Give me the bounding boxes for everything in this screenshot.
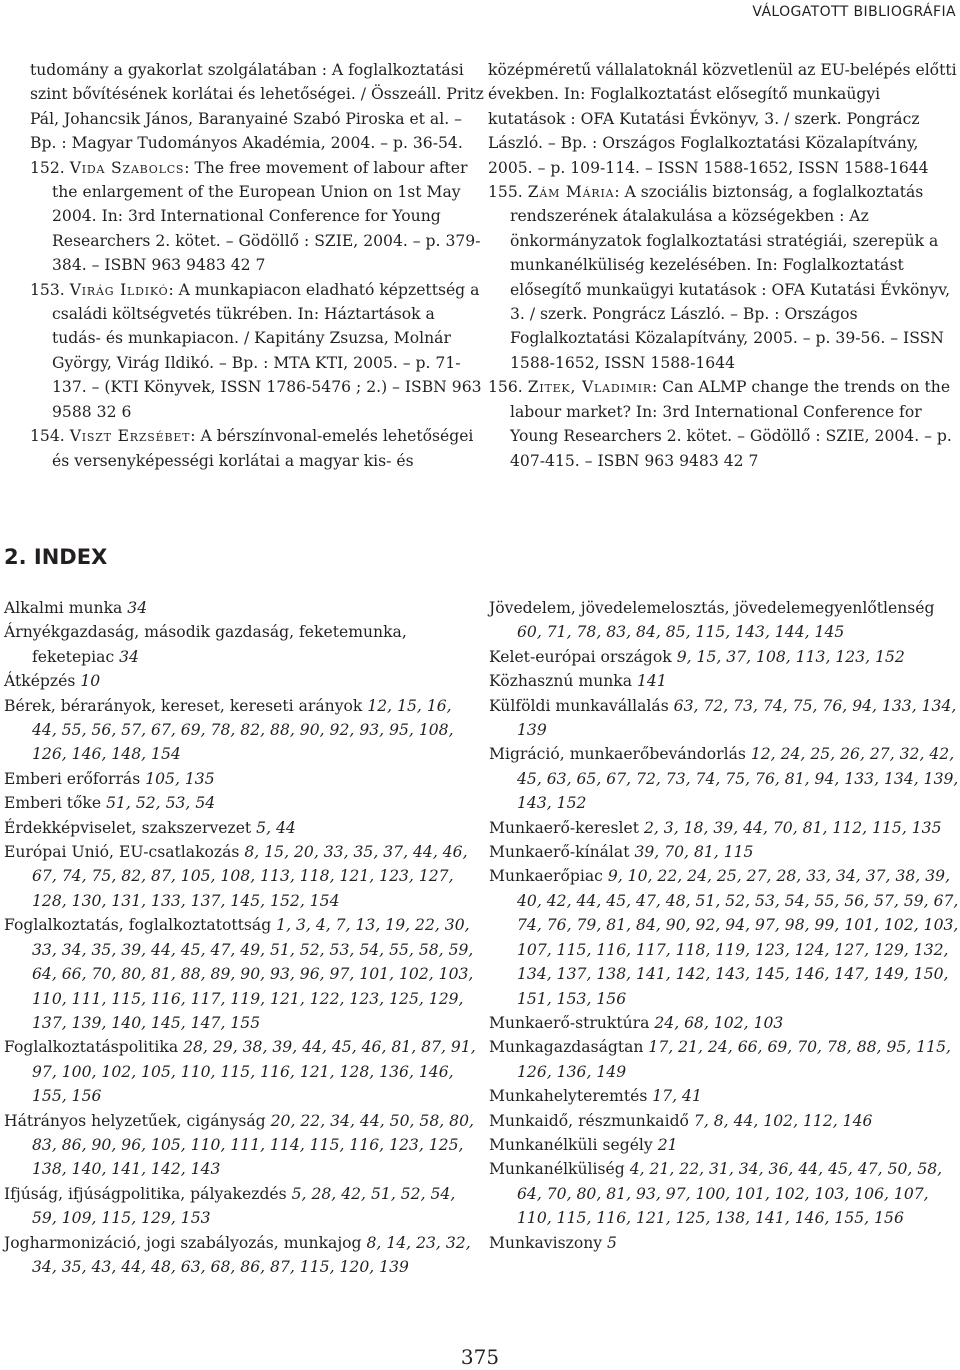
index-entry: [4, 694, 476, 767]
bibliography-column-right: [488, 58, 958, 473]
index-pages: 34: [119, 647, 139, 666]
index-pages: 63, 72, 73, 74, 75, 76, 94, 133, 134, 139: [517, 696, 957, 740]
index-entry: [4, 840, 476, 913]
index-term: Foglalkoztatáspolitika: [4, 1038, 184, 1057]
index-term: Bérek, bérarányok, kereset, kereseti arányok: [4, 696, 368, 715]
entry-author: Zám Mária: [527, 183, 615, 202]
index-term: Ifjúság, ifjúságpolitika, pályakezdés: [4, 1184, 292, 1203]
entry-number: 155.: [488, 183, 528, 202]
index-pages: 12, 24, 25, 26, 27, 32, 42, 45, 63, 65, 67, 72, 73, 74, 75, 76, 81, 94, 133, 134, 139, 143, 152: [517, 745, 959, 813]
index-entry: [489, 1231, 959, 1255]
entry-author: Viszt Erzsébet: [69, 427, 191, 446]
index-heading: 2. INDEX: [4, 545, 108, 569]
entry-number: 154.: [30, 427, 70, 446]
index-pages: 7, 8, 44, 102, 112, 146: [693, 1111, 873, 1130]
index-term: Közhasznú munka: [489, 672, 638, 691]
index-entry: [489, 669, 959, 693]
index-pages: 5, 44: [256, 818, 296, 837]
bibliography-entry: [30, 58, 488, 156]
index-entry: [489, 645, 959, 669]
entry-text: : A munkapiacon eladható képzettség a családi költségvetés tükrében. In: Háztartások a tudás- és munkapiacon. / Kapitány Zsuzsa, Molnár György, Virág Ildikó. – Bp. : MTA KTI, 2005. – p. 71-137. – (KTI Könyvek, ISSN 1786-5476 ; 2.) – ISBN 963 9588 32 6: [52, 280, 482, 421]
running-head: VÁLOGATOTT BIBLIOGRÁFIA: [752, 4, 956, 20]
index-term: Munkaerő-kínálat: [489, 843, 635, 862]
index-entry: [4, 791, 476, 815]
entry-text: : A szociális biztonság, a foglalkoztatás rendszerének átalakulása a községekben : Az önkormányzatok foglalkoztatási stratégiái, szerepük a munkanélküliség kezelésében. In: Foglalkoztatást elősegítő munkaügyi kutatások : OFA Kutatási Évkönyv, 3. / szerk. Pongrácz László. – Bp. : Országos Foglalkoztatási Közalapítvány, 2005. – p. 39-56. – ISSN 1588-1652, ISSN 1588-1644: [510, 183, 951, 372]
index-term: Munkaerő-kereslet: [489, 818, 644, 837]
index-entry: [489, 596, 959, 645]
index-entry: [4, 1231, 476, 1280]
index-pages: 24, 68, 102, 103: [654, 1013, 784, 1032]
index-term: Emberi erőforrás: [4, 769, 146, 788]
index-pages: 51, 52, 53, 54: [106, 794, 216, 813]
index-entry: [489, 694, 959, 743]
index-pages: 60, 71, 78, 83, 84, 85, 115, 143, 144, 145: [517, 623, 845, 642]
index-term: Munkaviszony: [489, 1233, 608, 1252]
entry-text: : The free movement of labour after the enlargement of the European Union on 1st May 2004. In: 3rd International Conference for Young Researchers 2. kötet. – Gödöllő : SZIE, 2004. – p. 379-384. – ISBN 963 9483 42 7: [52, 158, 481, 275]
index-pages: 8, 15, 20, 33, 35, 37, 44, 46, 67, 74, 75, 82, 87, 105, 108, 113, 118, 121, 123, 127, 128, 130, 131, 133, 137, 145, 152, 154: [32, 843, 468, 910]
index-pages: 20, 22, 34, 44, 50, 58, 80, 83, 86, 90, 96, 105, 110, 111, 114, 115, 116, 123, 125, 138, 140, 141, 142, 143: [32, 1111, 474, 1179]
index-term: Hátrányos helyzetűek, cigányság: [4, 1111, 271, 1130]
bibliography-entry: [488, 375, 958, 473]
index-column-left: [4, 596, 476, 1279]
index-pages: 5: [607, 1233, 617, 1252]
index-term: Árnyékgazdaság, második gazdaság, feketemunka, feketepiac: [4, 623, 407, 666]
index-term: Migráció, munkaerőbevándorlás: [489, 745, 751, 764]
index-entry: [489, 1157, 959, 1230]
index-pages: 34: [127, 599, 148, 617]
index-term: Átképzés: [4, 672, 81, 691]
index-term: Munkanélküliség: [489, 1160, 630, 1179]
index-pages: 9, 10, 22, 24, 25, 27, 28, 33, 34, 37, 38, 39, 40, 42, 44, 45, 47, 48, 51, 52, 53, 54, 55, 56, 57, 59, 67, 74, 76, 79, 81, 84, 90, 92, 94, 97, 98, 99, 101, 102, 103, 107, 115, 116, 117, 118, 119, 123, 124, 127, 129, 132, 134, 137, 138, 141, 142, 143, 145, 146, 147, 149, 150, 151, 153, 156: [517, 867, 959, 1008]
index-entry: [489, 864, 959, 1010]
bibliography-entry: [30, 424, 488, 473]
index-term: Külföldi munkavállalás: [489, 696, 674, 715]
bibliography-entry: [488, 180, 958, 375]
bibliography-column-left: [30, 58, 488, 473]
index-column-right: [489, 596, 959, 1255]
index-term: Munkaerőpiac: [489, 867, 608, 886]
entry-text: középméretű vállalatoknál közvetlenül az EU-belépés előtti években. In: Foglalkoztatást elősegítő munkaügyi kutatások : OFA Kutatási Évkönyv, 3. / szerk. Pongrácz László. – Bp. : Országos Foglalkoztatási Közalapítvány, 2005. – p. 109-114. – ISSN 1588-1652, ISSN 1588-1644: [488, 61, 957, 177]
index-term: Munkahelyteremtés: [489, 1087, 653, 1106]
index-entry: [4, 1109, 476, 1182]
index-pages: 39, 70, 81, 115: [634, 843, 754, 862]
index-pages: 8, 14, 23, 32, 34, 35, 43, 44, 48, 63, 68, 86, 87, 115, 120, 139: [32, 1233, 471, 1276]
index-entry: [489, 742, 959, 815]
index-entry: [489, 1084, 959, 1108]
index-entry: [489, 1109, 959, 1133]
index-entry: [4, 669, 476, 693]
index-term: Munkaidő, részmunkaidő: [489, 1111, 694, 1130]
index-entry: [489, 1035, 959, 1084]
entry-author: Zitek, Vladimir: [527, 378, 652, 397]
index-term: Alkalmi munka: [4, 599, 128, 617]
index-term: Érdekképviselet, szakszervezet: [4, 818, 257, 837]
entry-author: Virág Ildikó: [69, 280, 169, 299]
index-pages: 17, 21, 24, 66, 69, 70, 78, 88, 95, 115, 126, 136, 149: [517, 1038, 951, 1081]
index-entry: [4, 913, 476, 1035]
index-entry: [4, 767, 476, 791]
page-number: 375: [460, 1345, 500, 1369]
index-entry: [4, 1035, 476, 1108]
index-pages: 9, 15, 37, 108, 113, 123, 152: [676, 647, 905, 666]
index-entry: [489, 1133, 959, 1157]
index-entry: [4, 816, 476, 840]
index-pages: 21: [657, 1135, 678, 1154]
entry-text: : A bérszínvonal-emelés lehetőségei és versenyképességi korlátai a magyar kis- és: [52, 427, 474, 470]
entry-text: : Can ALMP change the trends on the labour market? In: 3rd International Conference for Young Researchers 2. kötet. – Gödöllő : SZIE, 2004. – p. 407-415. – ISBN 963 9483 42 7: [510, 378, 952, 470]
index-pages: 2, 3, 18, 39, 44, 70, 81, 112, 115, 135: [643, 818, 942, 837]
index-entry: [489, 1011, 959, 1035]
index-pages: 141: [637, 672, 667, 691]
index-pages: 28, 29, 38, 39, 44, 45, 46, 81, 87, 91, 97, 100, 102, 105, 110, 115, 116, 121, 128, 136, 146, 155, 156: [32, 1038, 476, 1106]
index-term: Jogharmonizáció, jogi szabályozás, munkajog: [4, 1233, 367, 1252]
index-term: Jövedelem, jövedelemelosztás, jövedelemegyenlőtlenség: [489, 599, 935, 617]
index-term: Európai Unió, EU-csatlakozás: [4, 843, 245, 862]
index-pages: 10: [80, 672, 101, 691]
index-term: Munkaerő-struktúra: [489, 1013, 655, 1032]
index-pages: 105, 135: [145, 769, 215, 788]
index-term: Munkagazdaságtan: [489, 1038, 649, 1057]
index-entry: [4, 620, 476, 669]
index-pages: 1, 3, 4, 7, 13, 19, 22, 30, 33, 34, 35, 39, 44, 45, 47, 49, 51, 52, 53, 54, 55, 58, 59, 64, 66, 70, 80, 81, 88, 89, 90, 93, 96, 97, 101, 102, 103, 110, 111, 115, 116, 117, 119, 121, 122, 123, 125, 129, 137, 139, 140, 145, 147, 155: [32, 916, 474, 1032]
index-entry: [489, 840, 959, 864]
entry-number: 156.: [488, 378, 528, 397]
bibliography-entry: [30, 278, 488, 424]
entry-number: 152.: [30, 158, 70, 177]
index-entry: [489, 816, 959, 840]
index-term: Munkanélküli segély: [489, 1135, 658, 1154]
index-term: Emberi tőke: [4, 794, 107, 813]
index-entry: [4, 1182, 476, 1231]
bibliography-entry: [30, 156, 488, 278]
index-pages: 17, 41: [652, 1087, 702, 1106]
bibliography-entry: [488, 58, 958, 180]
index-entry: [4, 596, 476, 620]
entry-author: Vida Szabolcs: [69, 158, 185, 177]
index-pages: 5, 28, 42, 51, 52, 54, 59, 109, 115, 129, 153: [32, 1184, 456, 1228]
index-term: Foglalkoztatás, foglalkoztatottság: [4, 916, 277, 935]
index-pages: 12, 15, 16, 44, 55, 56, 57, 67, 69, 78, 82, 88, 90, 92, 93, 95, 108, 126, 146, 148, 154: [32, 696, 454, 764]
entry-number: 153.: [30, 280, 70, 299]
entry-text: tudomány a gyakorlat szolgálatában : A foglalkoztatási szint bővítésének korlátai és lehetőségei. / Összeáll. Pritz Pál, Johancsik János, Baranyainé Szabó Piroska et al. – Bp. : Magyar Tudományos Akadémia, 2004. – p. 36-54.: [30, 61, 484, 153]
index-pages: 4, 21, 22, 31, 34, 36, 44, 45, 47, 50, 58, 64, 70, 80, 81, 93, 97, 100, 101, 102, 103, 106, 107, 110, 115, 116, 121, 125, 138, 141, 146, 155, 156: [517, 1160, 943, 1228]
index-term: Kelet-európai országok: [489, 647, 677, 666]
